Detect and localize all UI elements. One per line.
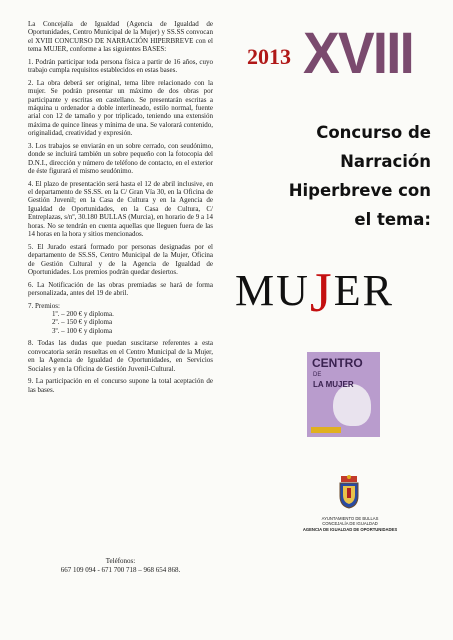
theme-word xyxy=(235,255,394,324)
rule-4: 4. El plazo de presentación será hasta el 12 de abril inclusive, en el departamento de SS.SS. en la C/ Gran Vía 30, en la Oficina de Gestión Juvenil; en la Casa de Cultura y en la Agencia de Igualdad de Oportunidades, en la Casa de Cultura, C/ Entreplazas, s/nº, 30.180 BULLAS (Murcia), en horario de 9 a 14 horas. No se tendrán en cuenta aquellas que lleguen fuera de las 14 horas en la hora y sitios mencionados. xyxy=(28,179,213,239)
rule-3: 3. Los trabajos se enviarán en un sobre cerrado, con seudónimo, donde se incluirá también un sobre pequeño con la fotocopia del D.N.I., dirección y número de teléfono de contacto, en el exterior de éste figurará el mismo seudónimo. xyxy=(28,141,213,176)
rules-text-column xyxy=(28,20,213,398)
rule-9: 9. La participación en el concurso supone la total aceptación de las bases. xyxy=(28,377,213,394)
rule-1: 1. Podrán participar toda persona física a partir de 16 años, cuyo trabajo cumpla requisitos establecidos en estas bases. xyxy=(28,57,213,75)
logo-strip xyxy=(311,427,341,433)
contest-title xyxy=(256,118,431,234)
institution-line-3: AGENCIA DE IGUALDAD DE OPORTUNIDADES xyxy=(302,526,398,532)
intro-paragraph: La Concejalía de Igualdad (Agencia de Igualdad de Oportunidades, Centro Municipal de la Mujer) y SS.SS convocan el XVIII CONCURSO DE NARRACIÓN HIPERBREVE con el tema MUJER, conforme a las siguientes BASES: xyxy=(28,20,213,54)
title-line-1: Concurso de xyxy=(316,123,431,142)
institution-line-1: AYUNTAMIENTO DE BULLAS xyxy=(321,516,379,521)
logo-line-3: LA MUJER xyxy=(313,380,354,389)
rule-7: 7. Premios: xyxy=(28,301,60,310)
theme-part-1: MU xyxy=(235,266,310,315)
title-line-4: el tema: xyxy=(354,210,431,229)
title-line-3: Hiperbreve con xyxy=(288,181,431,200)
logo-line-1: CENTRO xyxy=(312,356,363,370)
prize-1: 1º. – 200 € y diploma. xyxy=(52,309,114,318)
rule-8: 8. Todas las dudas que puedan suscitarse referentes a esta convocatoria serán resueltas en el Centro Municipal de la Mujer, en la Agencia de Igualdad de Oportunidades, en Servicios Sociales y en la Oficina de Gestión Juvenil-Cultural. xyxy=(28,339,213,373)
phones-label: Teléfonos: xyxy=(105,557,136,565)
phone-numbers: 667 109 094 - 671 700 718 – 968 654 868. xyxy=(60,565,181,574)
theme-part-2: J xyxy=(309,262,334,324)
rule-5: 5. El Jurado estará formado por personas designadas por el departamento de SS.SS, Centro Municipal de la Mujer, Oficina de Gestión Cultural y de la Agencia de Igualdad de Oportunidades. Los premios podrán quedar desiertos. xyxy=(28,242,213,276)
prize-2: 2º. – 150 € y diploma xyxy=(52,318,113,327)
theme-part-3: ER xyxy=(333,266,394,315)
logo-line-2: DE xyxy=(313,372,322,378)
prize-3: 3º. – 100 € y diploma xyxy=(52,326,113,335)
edition-number: XVIII xyxy=(303,21,413,86)
coat-of-arms-icon xyxy=(336,474,362,510)
rule-6: 6. La Notificación de las obras premiadas se hará de forma personalizada, antes del 19 de abril. xyxy=(28,280,213,297)
title-line-2: Narración xyxy=(340,152,431,171)
woman-head-icon xyxy=(333,384,371,426)
rule-2: 2. La obra deberá ser original, tema libre relacionado con la mujer. Se podrán presentar un máximo de dos obras por participante y escritas en castellano. Se presentarán escritas a máquina u ordenador a doble interlineado, estilo normal, fuente arial con 12 de tamaño y por triplicado, teniendo una extensión máxima de quince líneas y mínima de una. Se valorará contenido, originalidad, creatividad y expresión. xyxy=(28,78,213,138)
year-label: 2013 xyxy=(247,44,291,69)
institution-block xyxy=(300,516,400,532)
centro-mujer-logo xyxy=(307,352,380,437)
contact-block xyxy=(28,557,213,574)
institution-line-2: CONCEJALÍA DE IGUALDAD xyxy=(322,521,378,527)
